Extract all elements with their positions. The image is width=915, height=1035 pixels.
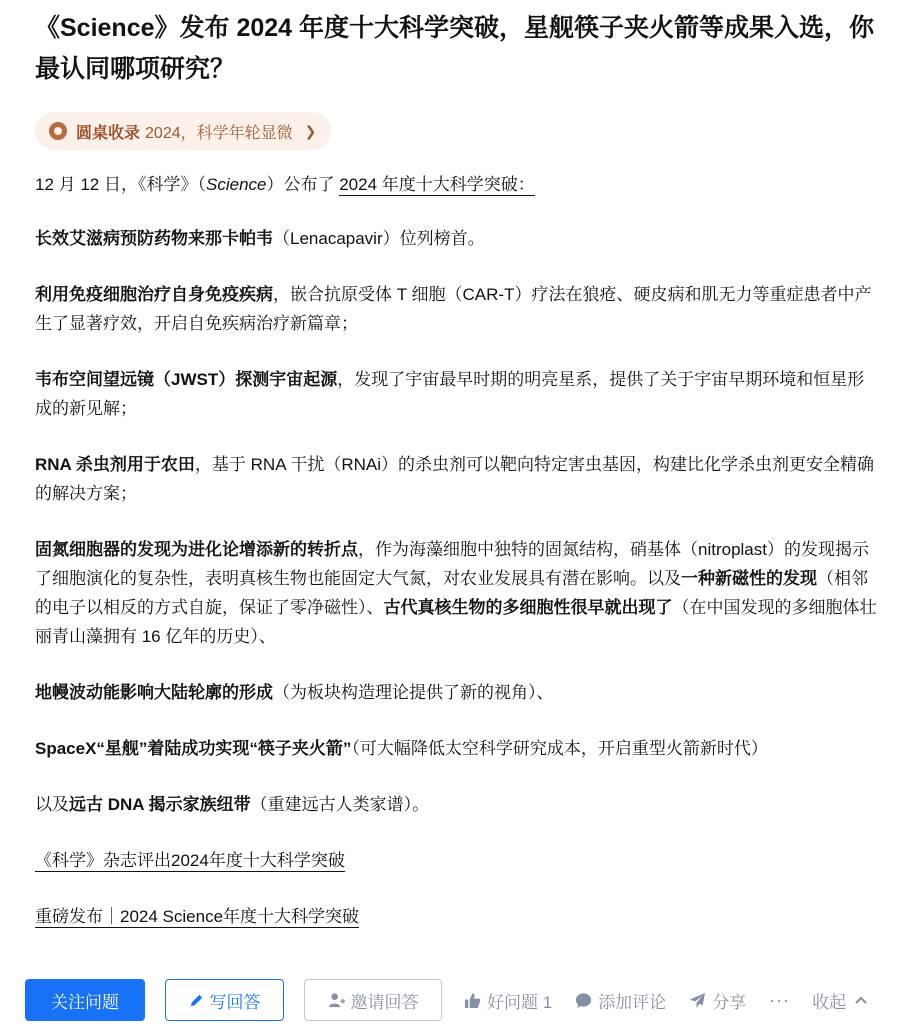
add-user-icon	[328, 992, 345, 1009]
follow-question-button[interactable]: 关注问题	[25, 979, 145, 1021]
p5-rest-3: （在中国发现的多细胞体壮丽青山藻拥有 16 亿年的历史）、	[35, 598, 877, 646]
roundtable-tag[interactable]	[35, 112, 331, 150]
paragraph-5	[35, 535, 880, 651]
invite-answer-label: 邀请回答	[350, 992, 419, 1012]
write-answer-label: 写回答	[209, 992, 261, 1012]
add-comment-label: 添加评论	[598, 992, 667, 1012]
paragraph-1	[35, 224, 880, 253]
p3-rest: ，发现了宇宙最早时期的明亮星系，提供了关于宇宙早期环境和恒星形成的新见解；	[35, 370, 865, 418]
add-comment-button[interactable]	[575, 988, 666, 1013]
p4-bold: RNA 杀虫剂用于农田	[35, 455, 195, 474]
collapse-button[interactable]	[812, 988, 868, 1013]
good-question-button[interactable]	[464, 988, 552, 1013]
p8-rest: （重建远古人类家谱）。	[250, 795, 430, 814]
collapse-label: 收起	[812, 992, 847, 1012]
p2-rest: ，嵌合抗原受体 T 细胞（CAR-T）疗法在狼疮、硬皮病和肌无力等重症患者中产生了显著疗效，开启自免疾病治疗新篇章；	[35, 285, 872, 333]
roundtable-icon	[49, 122, 67, 140]
paragraph-4	[35, 450, 880, 508]
article-link-1[interactable]: 《科学》杂志评出2024年度十大科学突破	[35, 851, 345, 870]
share-label: 分享	[712, 992, 747, 1012]
pencil-icon	[189, 993, 204, 1008]
question-actions	[25, 979, 905, 1021]
article-link-2[interactable]: 重磅发布｜2024 Science年度十大科学突破	[35, 907, 360, 926]
p6-bold: 地幔波动能影响大陆轮廓的形成	[35, 683, 273, 702]
share-button[interactable]	[689, 988, 746, 1013]
intro-after: ）公布了	[266, 175, 340, 194]
link-paragraph-1	[35, 846, 880, 875]
p4-rest: ，基于 RNA 干扰（RNAi）的杀虫剂可以靶向特定害虫基因，构建比化学杀虫剂更安全精确的解决方案；	[35, 455, 875, 503]
link-paragraph-2	[35, 902, 880, 931]
p5-rest-1: ，作为海藻细胞中独特的固氮结构，硝基体（nitroplast）的发现揭示了细胞演化的复杂性，表明真核生物也能固定大气氮，对农业发展具有潜在影响。以及	[35, 540, 869, 588]
paragraph-2	[35, 280, 880, 338]
more-options-icon[interactable]: ···	[769, 989, 791, 1010]
intro-link[interactable]: 2024 年度十大科学突破：	[339, 175, 535, 194]
p3-bold: 韦布空间望远镜（JWST）探测宇宙起源	[35, 370, 338, 389]
question-title: 《Science》发布 2024 年度十大科学突破，星舰筷子夹火箭等成果入选，你最认同哪项研究？	[35, 14, 875, 83]
paragraph-8	[35, 790, 880, 819]
chevron-up-icon	[854, 993, 868, 1007]
p8-bold: 远古 DNA 揭示家族纽带	[69, 795, 251, 814]
question-detail	[35, 170, 880, 958]
p7-rest: （可大幅降低太空科学研究成本，开启重型火箭新时代）	[351, 739, 768, 758]
paragraph-6	[35, 678, 880, 707]
intro-science: Science	[206, 175, 267, 194]
thumbs-up-icon	[464, 992, 481, 1009]
chevron-right-icon: ❯	[304, 122, 317, 139]
intro-paragraph	[35, 170, 880, 199]
paragraph-3	[35, 365, 880, 423]
p6-rest: （为板块构造理论提供了新的视角）、	[273, 683, 554, 702]
roundtable-name: 2024，科学年轮显微	[145, 124, 293, 142]
good-question-label: 好问题 1	[487, 992, 553, 1012]
p1-bold: 长效艾滋病预防药物来那卡帕韦	[35, 229, 273, 248]
paper-plane-icon	[689, 992, 706, 1009]
p5-rest-2: （相邻的电子以相反的方式自旋，保证了零净磁性）、	[35, 569, 868, 617]
comment-icon	[575, 992, 592, 1009]
p5-bold-3: 古代真核生物的多细胞性很早就出现了	[383, 598, 673, 617]
roundtable-label: 圆桌收录	[76, 124, 141, 142]
p5-bold-2: 一种新磁性的发现	[681, 569, 817, 588]
p2-bold: 利用免疫细胞治疗自身免疫疾病	[35, 285, 273, 304]
p1-rest: （Lenacapavir）位列榜首。	[273, 229, 485, 248]
paragraph-7	[35, 734, 880, 763]
p7-bold: SpaceX“星舰”着陆成功实现“筷子夹火箭”	[35, 739, 352, 758]
p8-pre: 以及	[35, 795, 69, 814]
p5-bold-1: 固氮细胞器的发现为进化论增添新的转折点	[35, 540, 358, 559]
invite-answer-button[interactable]	[304, 979, 442, 1021]
intro-date: 12 月 12 日，《科学》（	[35, 175, 206, 194]
write-answer-button[interactable]	[165, 979, 284, 1021]
